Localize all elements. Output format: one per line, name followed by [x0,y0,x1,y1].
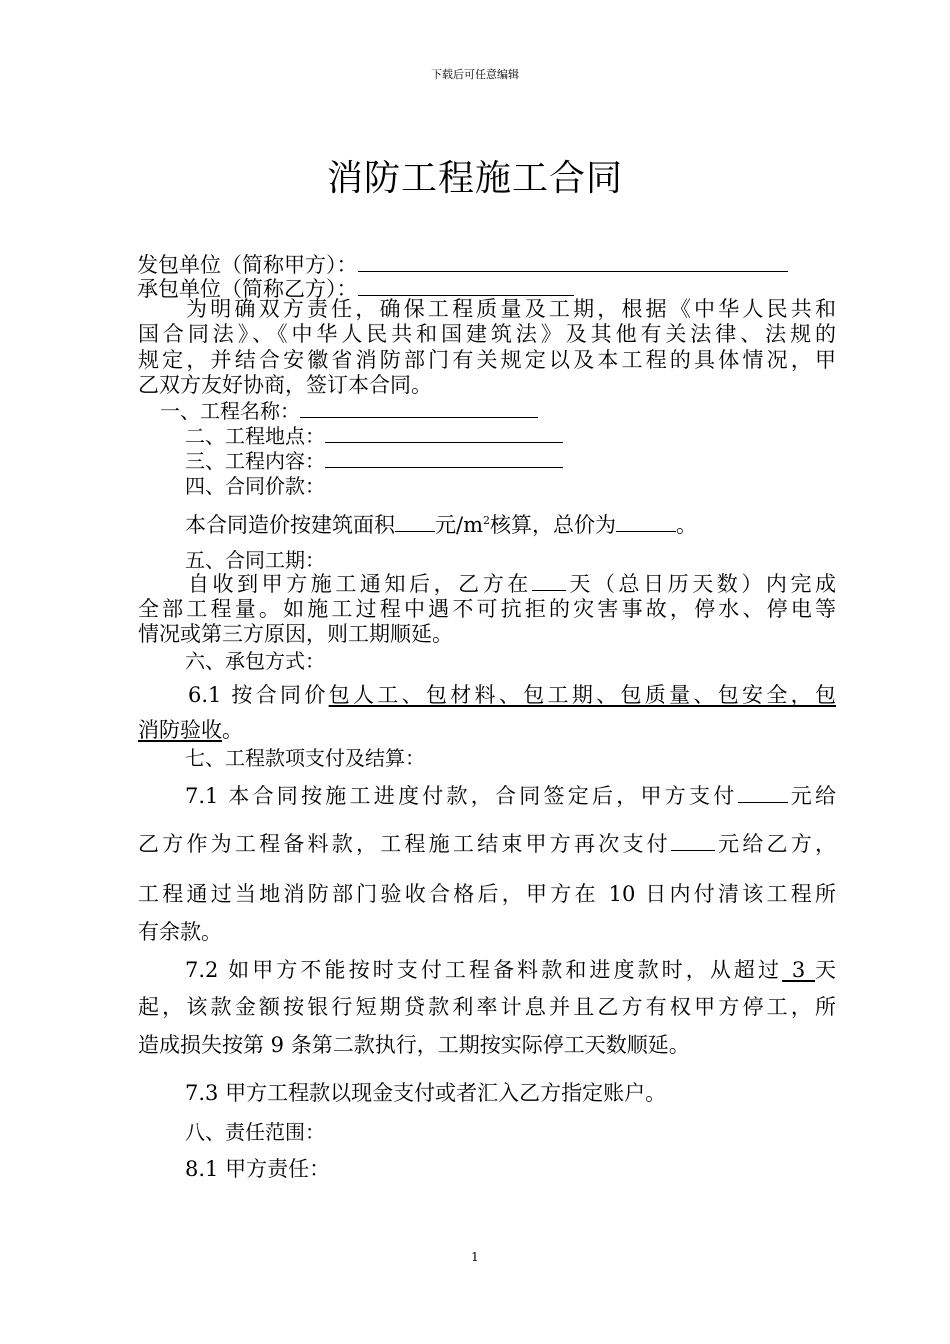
p71-text-a: 7.1 本合同按施工进度付款，合同签定后，甲方支付 [185,784,738,808]
period-text-b: 天（总日历天数）内完成 [565,572,837,596]
p72-line-3: 造成损失按第 9 条第二款执行，工期按实际停工天数顺延。 [138,1033,690,1057]
section-1 [160,399,538,423]
price-text-d: 。 [676,513,697,537]
unit-price-blank [395,513,435,532]
p71-text-c: 乙方作为工程备料款，工程施工结束甲方再次支付 [138,832,671,856]
price-text-b: 元/m [435,513,483,537]
section-6: 六、承包方式： [185,649,325,673]
page-title: 消防工程施工合同 [326,158,623,199]
period-text-a: 自收到甲方施工通知后，乙方在 [188,572,532,596]
p71-line-1 [185,784,836,808]
section-8: 八、责任范围： [185,1120,325,1144]
section-3 [185,449,563,473]
contract-scope-end: 消防验收 [138,718,222,742]
p72-line-2: 起，该款金额按银行短期贷款利率计息并且乙方有权甲方停工，所 [138,995,836,1019]
p71-text-b: 元给 [787,784,836,808]
project-location-blank [325,424,563,443]
p71-line-2 [138,832,836,856]
p72-line-1 [185,958,836,982]
p73-line: 7.3 甲方工程款以现金支付或者汇入乙方指定账户。 [185,1081,667,1105]
intro-line: 国合同法》、《中华人民共和国建筑法》及其他有关法律、法规的 [138,322,836,346]
p81-line: 8.1 甲方责任： [185,1157,331,1181]
contract-text-a: 6.1 按合同价 [188,683,329,707]
party-a-blank [358,253,788,272]
section-3-label: 三、工程内容： [185,449,325,473]
intro-line: 乙双方友好协商，签订本合同。 [138,373,432,397]
party-a-label: 发包单位（简称甲方）： [137,253,358,277]
p72-text-b: 天 [815,958,836,982]
overdue-days: 3 [782,958,815,982]
section-5: 五、合同工期： [185,548,325,572]
contract-line-1 [188,683,836,707]
price-sup: 2 [483,514,490,527]
section-2-label: 二、工程地点： [185,424,325,448]
p71-line-3: 工程通过当地消防部门验收合格后，甲方在 10 日内付清该工程所 [138,882,836,906]
price-text-c: 核算，总价为 [490,513,616,537]
party-b-label: 承包单位（简称乙方）： [137,277,358,301]
second-payment-blank [671,832,715,851]
section-7: 七、工程款项支付及结算： [185,746,425,770]
days-blank [532,572,566,591]
p72-text-a: 7.2 如甲方不能按时支付工程备料款和进度款时，从超过 [185,958,783,982]
project-name-blank [300,399,538,418]
intro-line: 为明确双方责任，确保工程质量及工期，根据《中华人民共和 [186,297,836,321]
p71-line-4: 有余款。 [138,920,222,944]
contract-scope: 包人工、包材料、包工期、包质量、包安全，包 [328,683,836,707]
advance-payment-blank [738,784,788,803]
header-note: 下载后可任意编辑 [431,68,519,81]
p71-text-d: 元给乙方， [714,832,837,856]
contract-line-2 [138,718,243,742]
period-line-1 [188,572,836,596]
project-content-blank [325,449,563,468]
total-price-blank [616,513,676,532]
price-text-a: 本合同造价按建筑面积 [185,513,395,537]
contract-text-d: 。 [222,718,243,742]
intro-line: 规定，并结合安徽省消防部门有关规定以及本工程的具体情况，甲 [138,348,836,372]
page-number: 1 [471,1250,479,1264]
party-b-blank [358,277,574,296]
period-line-3: 情况或第三方原因，则工期顺延。 [138,622,453,646]
section-1-label: 一、工程名称： [160,399,300,423]
period-line-2: 全部工程量。如施工过程中遇不可抗拒的灾害事故，停水、停电等 [138,597,836,621]
price-line [185,509,697,537]
section-2 [185,424,563,448]
section-4: 四、合同价款： [185,474,325,498]
